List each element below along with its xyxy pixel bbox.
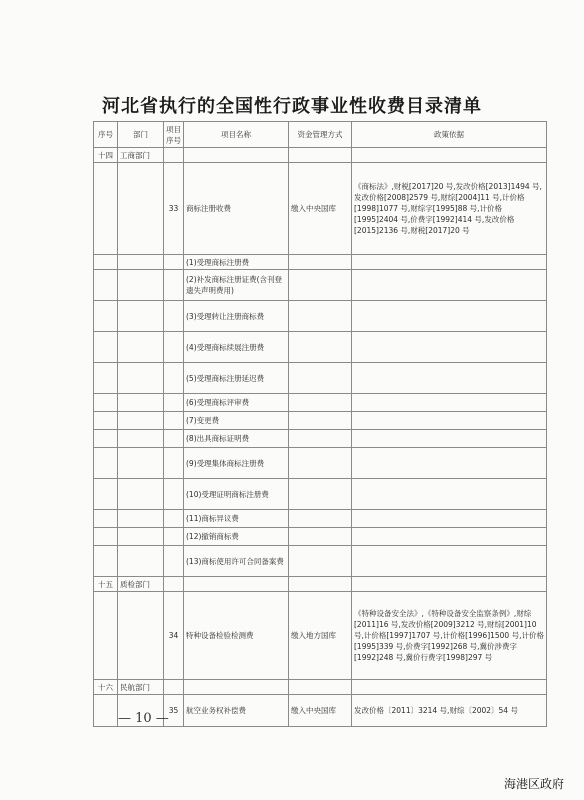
item-no: 35 [164,695,184,727]
section-no: 十六 [94,680,118,695]
section-row [94,680,547,695]
item-basis: 发改价格〔2011〕3214 号,财综〔2002〕54 号 [352,695,547,727]
item-name: 商标注册收费 [184,163,289,255]
sub-row [94,255,547,270]
sub-row [94,430,547,448]
item-basis: 《商标法》,财税[2017]20 号,发改价格[2013]1494 号,发改价格[2008]2579 号,财综[2004]11 号,计价格[1998]1077 号,财综字[1995]88 号,计价格[1995]2404 号,价费字[1992]414 号,发改价格[2015]2136 号,财税[2017]20 号 [352,163,547,255]
item-fund: 缴入中央国库 [289,695,352,727]
sub-item: (10)受理证明商标注册费 [184,479,289,510]
sub-item: (4)受理商标续展注册费 [184,332,289,363]
page-number: — 10 — [118,711,169,726]
header-department: 部门 [118,122,164,148]
sub-item: (8)出具商标证明费 [184,430,289,448]
section-row [94,148,547,163]
table-header-row [94,122,547,148]
sub-item: (1)受理商标注册费 [184,255,289,270]
sub-item: (13)商标使用许可合同备案费 [184,546,289,577]
watermark: 海港区政府 [504,777,565,791]
sub-row [94,412,547,430]
sub-row [94,394,547,412]
sub-item: (7)变更费 [184,412,289,430]
header-policy-basis: 政策依据 [352,122,547,148]
table-row [94,163,547,255]
item-name: 航空业务权补偿费 [184,695,289,727]
sub-item: (5)受理商标注册延迟费 [184,363,289,394]
sub-item: (12)撤销商标费 [184,528,289,546]
section-row [94,577,547,592]
sub-row [94,528,547,546]
item-no: 34 [164,592,184,680]
item-no: 33 [164,163,184,255]
fee-catalog-table [93,121,547,727]
header-item-name: 项目名称 [184,122,289,148]
sub-row [94,546,547,577]
section-dept: 工商部门 [118,148,164,163]
header-fund-management: 资金管理方式 [289,122,352,148]
page-title: 河北省执行的全国性行政事业性收费目录清单 [102,96,482,117]
sub-row [94,270,547,301]
item-fund: 缴入中央国库 [289,163,352,255]
section-dept: 质检部门 [118,577,164,592]
sub-row [94,363,547,394]
header-seq: 序号 [94,122,118,148]
table-row [94,592,547,680]
sub-row [94,332,547,363]
item-fund: 缴入地方国库 [289,592,352,680]
sub-item: (9)受理集体商标注册费 [184,448,289,479]
section-dept: 民航部门 [118,680,164,695]
sub-row [94,448,547,479]
sub-item: (6)受理商标评审费 [184,394,289,412]
sub-item: (3)受理转让注册商标费 [184,301,289,332]
section-no: 十五 [94,577,118,592]
sub-item: (2)补发商标注册证费(含刊登遗失声明费用) [184,270,289,301]
item-name: 特种设备检验检测费 [184,592,289,680]
sub-row [94,301,547,332]
sub-row [94,479,547,510]
item-basis: 《特种设备安全法》,《特种设备安全监察条例》,财综[2011]16 号,发改价格[2009]3212 号,财综[2001]10 号,计价格[1997]1707 号,计价格[1996]1500 号,计价格[1995]339 号,价费字[1992]268 号,冀价涉费字[1992]248 号,冀价行费字[1998]297 号 [352,592,547,680]
header-item-seq: 项目序号 [164,122,184,148]
sub-item: (11)商标异议费 [184,510,289,528]
section-no: 十四 [94,148,118,163]
sub-row [94,510,547,528]
